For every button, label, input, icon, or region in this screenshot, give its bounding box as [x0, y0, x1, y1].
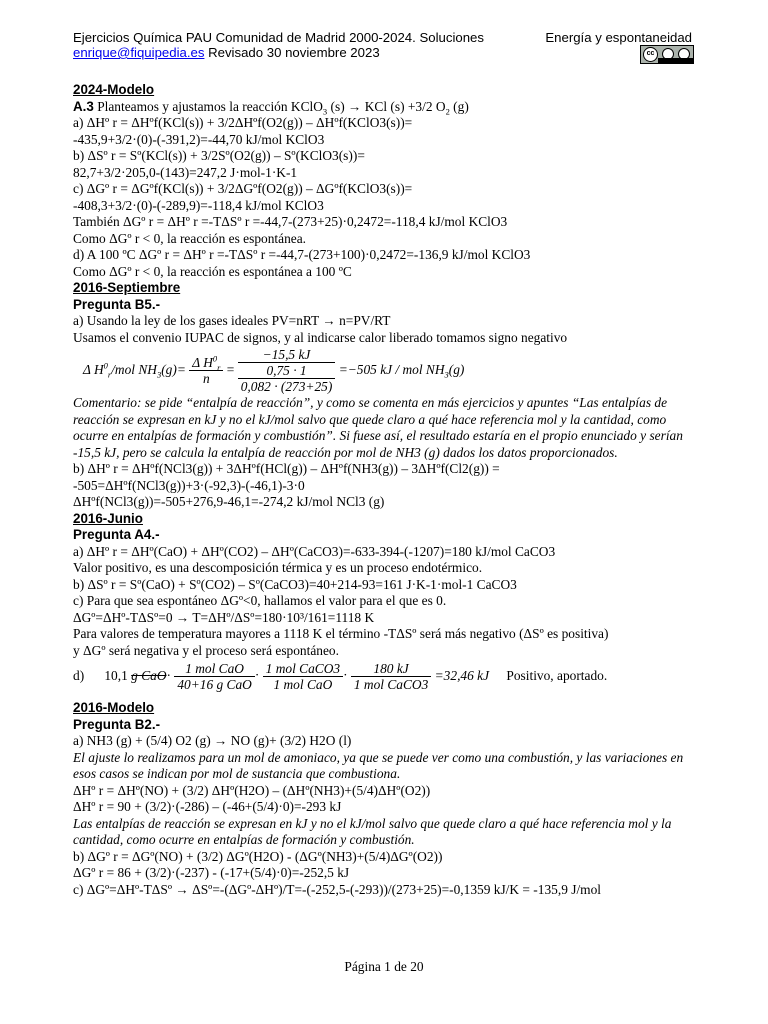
question-heading-b2: Pregunta B2.-: [73, 716, 161, 732]
text: 1 mol CaCO3: [263, 661, 343, 677]
fraction-dh-over-n: $\frac{\Delta H^0_r}{n}$: [189, 355, 223, 386]
answer-line: a) ΔHº r = ΔHºf(KCl(s)) + 3/2ΔHºf(O2(g)) – ΔHºf(KClO3(s))=: [73, 115, 413, 130]
text: g CaO: [131, 668, 167, 684]
question-heading-b5: Pregunta B5.-: [73, 296, 161, 312]
text: 0,082 · (273+25): [240, 379, 333, 394]
answer-line: ΔGº r = 86 + (3/2)·(-237) - (-17+(5/4)·0)=-252,5 kJ: [73, 865, 350, 880]
result-note: Positivo, aportado.: [506, 668, 608, 684]
text: (g): [449, 98, 469, 114]
text: 1 mol CaCO3: [353, 677, 429, 692]
text: (g): [448, 362, 465, 378]
answer-line: Usamos el convenio IUPAC de signos, y al indicarse calor liberado tomamos signo negativo: [73, 329, 568, 345]
answer-line: -505=ΔHºf(NCl3(g))+3·(-92,3)-(-46,1)-3·0: [73, 477, 305, 493]
equation-result: =32,46 kJ: [434, 668, 490, 684]
text: 1 mol CaO: [273, 677, 333, 692]
page-header-left: [73, 30, 484, 60]
header-contact: [73, 45, 484, 60]
document-body: [73, 82, 697, 898]
answer-line: ΔGº=ΔHº-TΔSº=0 → T=ΔHº/ΔSº=180·10³/161=1118 K: [73, 609, 375, 625]
answer-line: a) Usando la ley de los gases ideales PV=nRT → n=PV/RT: [73, 313, 391, 328]
section-heading-2016-modelo: 2016-Modelo: [73, 700, 155, 715]
fraction-enthalpy: [351, 661, 431, 692]
page-number: Página 1 de 20: [344, 959, 424, 974]
item-label: d): [73, 668, 85, 684]
answer-line: ΔHº r = 90 + (3/2)·(-286) – (-46+(5/4)·0)=-293 kJ: [73, 799, 342, 814]
text: n: [202, 371, 210, 386]
header-topic: Energía y espontaneidad: [545, 30, 692, 45]
text: (g)=: [161, 362, 186, 378]
section-heading-2024-modelo: 2024-Modelo: [73, 82, 155, 97]
text: =−505 kJ / mol NH: [338, 362, 445, 378]
answer-line: ΔHºf(NCl3(g))=-505+276,9-46,1=-274,2 kJ/mol NCl3 (g): [73, 494, 385, 509]
text: /mol NH: [111, 362, 157, 378]
answer-line: b) ΔSº r = Sº(CaO) + Sº(CO2) – Sº(CaCO3)=40+214-93=161 J·K-1·mol-1 CaCO3: [73, 576, 517, 592]
text: 40+16 g CaO: [177, 677, 252, 692]
answer-line: Como ΔGº r < 0, la reacción es espontánea a 100 ºC: [73, 263, 352, 279]
fraction-moles: [238, 347, 336, 394]
equation-rhs: =−505 kJ / mol $NH_3(g)$: [338, 362, 465, 380]
text: 1 mol CaO: [174, 661, 255, 677]
question-a3-intro: [73, 99, 697, 116]
answer-line: c) Para que sea espontáneo ΔGº<0, hallamos el valor para el que es 0.: [73, 593, 447, 608]
answer-line: a) ΔHº r = ΔHº(CaO) + ΔHº(CO2) – ΔHº(CaCO3)=-633-394-(-1207)=180 kJ/mol CaCO3: [73, 543, 556, 559]
comment-paragraph: Comentario: se pide “entalpía de reacción”, y como se comenta en más ejercicios y apuntes “Las entalpías de reacción se expresan en kJ y no el kJ/mol salvo que quede claro a qué hace referencia mol y la cantidad, como ocurre en entalpías de formación y combustión”. Si fuese así, el resultado estaría en el propio enunciado y serían -15,5 kJ, pero se calcula la entalpía de reacción por mol de NH3 (g) dados los datos proporcionados.: [73, 395, 683, 460]
answer-line: Para valores de temperatura mayores a 1118 K el término -TΔSº será más negativo (ΔSº es positiva): [73, 626, 609, 641]
question-label: A.3: [73, 98, 94, 114]
fraction-molar-mass: [174, 661, 255, 692]
license-strip: [658, 58, 693, 63]
subscript: 3: [322, 106, 328, 117]
question-heading-a4: Pregunta A4.-: [73, 527, 160, 542]
answer-line: -435,9+3/2·(0)-(-391,2)=-44,70 kJ/mol KClO3: [73, 131, 325, 147]
section-heading-2016-junio: 2016-Junio: [73, 510, 143, 526]
comment-paragraph: Las entalpías de reacción se expresan en kJ y no el kJ/mol salvo que quede claro a qué hace referencia mol y la cantidad, como ocurre en entalpías de formación y combustión.: [73, 815, 672, 847]
answer-line: 82,7+3/2·205,0-(143)=247,2 J·mol-1·K-1: [73, 164, 298, 180]
stoichiometry-equation: d) 10,1 g CaO· $\frac{\text{1 mol CaO}}{\text{40+16 g CaO}}$ · $\frac{\text{1 mol CaCO3}}{\text{1 mol CaO}}$ · $\frac{180 kJ}{\text{1 mol CaCO3}}$ =32,46 kJ Positivo, aportado.: [73, 661, 608, 692]
answer-line: Valor positivo, es una descomposición térmica y es un proceso endotérmico.: [73, 560, 483, 575]
revision-date: Revisado 30 noviembre 2023: [204, 45, 380, 60]
answer-line: b) ΔGº r = ΔGº(NO) + (3/2) ΔGº(H2O) - (ΔGº(NH3)+(5/4)ΔGº(O2)): [73, 848, 443, 864]
answer-line: c) ΔGº=ΔHº-TΔSº → ΔSº=-(ΔGº-ΔHº)/T=-(-252,5-(-293))/(273+25)=-0,1359 kJ/K = -135,9 J/mol: [73, 881, 602, 897]
text: −15,5 kJ: [238, 347, 336, 363]
header-title: Ejercicios Química PAU Comunidad de Madrid 2000-2024. Soluciones: [73, 30, 484, 45]
text: Δ H: [192, 355, 213, 370]
text: Planteamos y ajustamos la reacción KClO: [93, 98, 323, 114]
answer-line: b) ΔHº r = ΔHºf(NCl3(g)) + 3ΔHºf(HCl(g)) – ΔHºf(NH3(g)) – 3ΔHºf(Cl2(g)) =: [73, 461, 500, 476]
fraction-mole-ratio: [263, 661, 343, 692]
answer-line: c) ΔGº r = ΔGºf(KCl(s)) + 3/2ΔGºf(O2(g)) – ΔGºf(KClO3(s))=: [73, 181, 413, 196]
answer-line: ΔHº r = ΔHº(NO) + (3/2) ΔHº(H2O) – (ΔHº(NH3)+(5/4)ΔHº(O2)): [73, 782, 431, 798]
equation-lhs: Δ $H^0_r$/mol $NH_3(g)=$: [83, 360, 186, 380]
equation-start: 10,1 g CaO·: [104, 668, 171, 684]
answer-line: También ΔGº r = ΔHº r =-TΔSº r =-44,7-(273+25)·0,2472=-118,4 kJ/mol KClO3: [73, 214, 508, 229]
text: 10,1: [104, 668, 128, 684]
comment-paragraph: El ajuste lo realizamos para un mol de amoniaco, ya que se puede ver como una combustión, y las variaciones en esos casos se indican por mol de sustancia que combustiona.: [73, 749, 684, 781]
section-heading-2016-septiembre: 2016-Septiembre: [73, 280, 181, 295]
creative-commons-license-icon[interactable]: [640, 45, 694, 64]
text: 180 kJ: [351, 661, 431, 677]
subscript: 2: [445, 106, 450, 117]
answer-line: b) ΔSº r = Sº(KCl(s)) + 3/2Sº(O2(g)) – Sº(KClO3(s))=: [73, 148, 365, 163]
answer-line: d) A 100 ºC ΔGº r = ΔHº r =-TΔSº r =-44,7-(273+100)·0,2472=-136,9 kJ/mol KClO3: [73, 247, 531, 262]
answer-line: a) NH3 (g) + (5/4) O2 (g) → NO (g)+ (3/2) H2O (l): [73, 733, 352, 748]
cc-logo-icon: cc: [643, 47, 658, 62]
author-email-link[interactable]: enrique@fiquipedia.es: [73, 45, 205, 60]
text: 0,75 · 1: [238, 363, 336, 379]
answer-line: Como ΔGº r < 0, la reacción es espontánea.: [73, 230, 307, 246]
answer-line: -408,3+3/2·(0)-(-289,9)=-118,4 kJ/mol KClO3: [73, 197, 324, 213]
text: Δ H: [83, 362, 104, 378]
answer-line: y ΔGº será negativa y el proceso será espontáneo.: [73, 642, 339, 658]
enthalpy-equation: Δ $H^0_r$/mol $NH_3(g)=$ $\frac{\Delta H^0_r}{n}$ = −15,5 kJ 0,75 · 1 0,082 · (273+25) =−505 kJ / mol $NH_3(g)$: [83, 347, 465, 394]
text: (s) → KCl (s) +3/2 O: [327, 98, 446, 114]
